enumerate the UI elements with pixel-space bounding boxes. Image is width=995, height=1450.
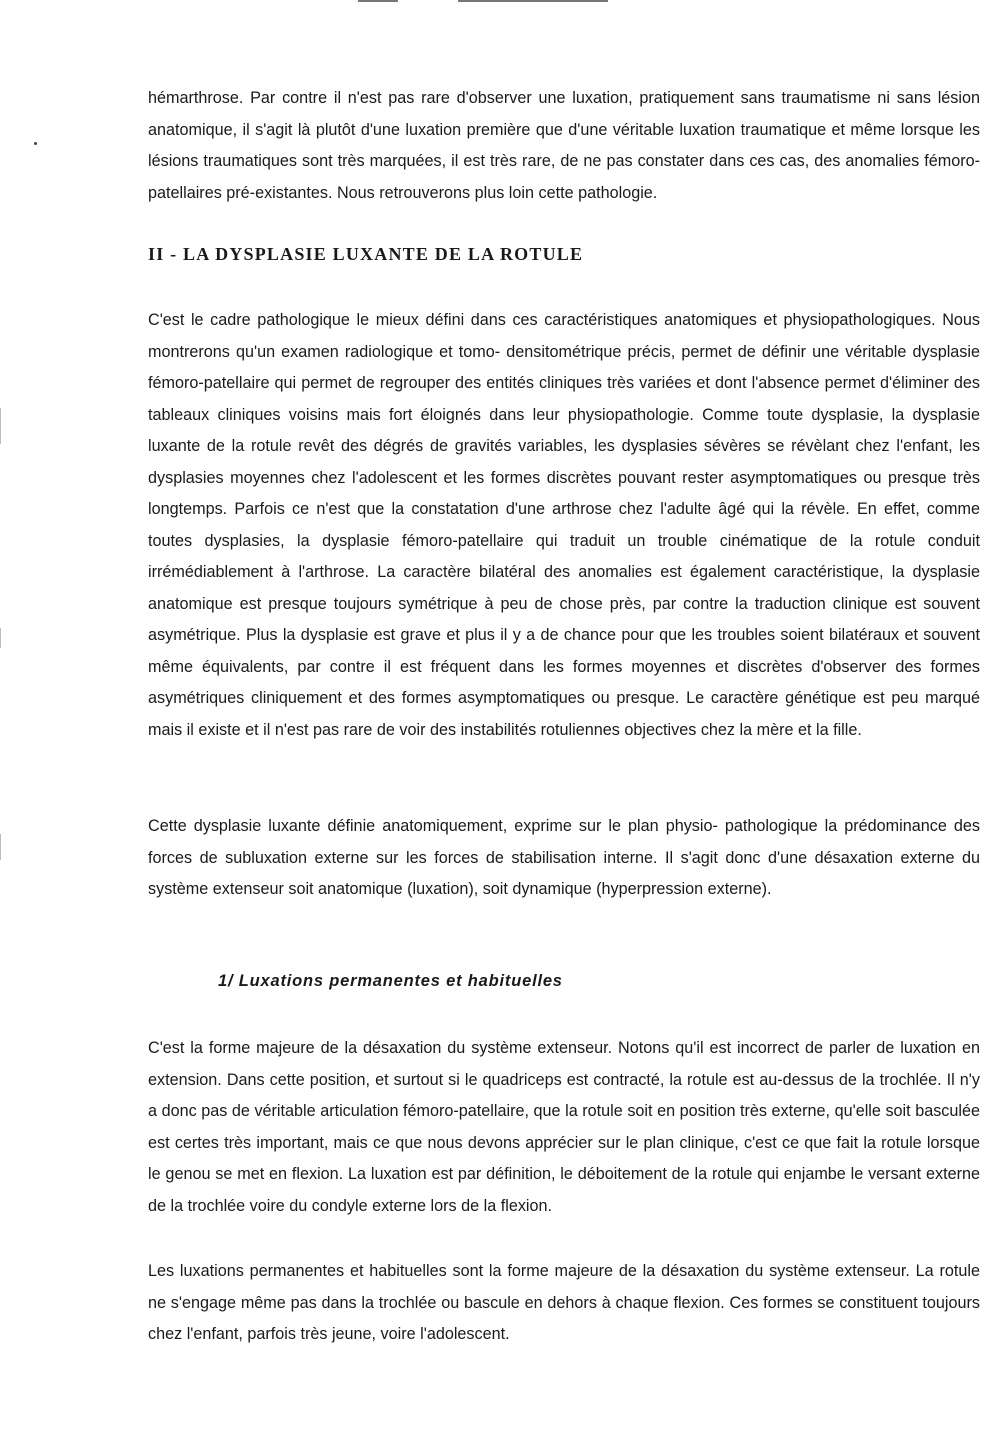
scan-artifact-top-right	[458, 0, 608, 2]
paragraph-dysplasia-overview: C'est le cadre pathologique le mieux défini dans ces caractéristiques anatomiques et physiopathologiques. Nous montrerons qu'un examen radiologique et tomo- densitométrique précis, permet de définir une véritable dysplasie fémoro-patellaire qui permet de regrouper des entités cliniques très variées et dont l'absence permet d'éliminer des tableaux cliniques voisins mais fort éloignés dans leur physiopathologie. Comme toute dysplasie, la dysplasie luxante de la rotule revêt des dégrés de gravités variables, les dysplasies sévères se révèlant chez l'enfant, les dysplasies moyennes chez l'adolescent et les formes discrètes pouvant rester asymptomatiques ou presque très longtemps. Parfois ce n'est que la constatation d'une arthrose chez l'adulte âgé qui la révèle. En effet, comme toutes dysplasies, la dysplasie fémoro-patellaire qui traduit un trouble cinématique de la rotule conduit irrémédiablement à l'arthrose. La caractère bilatéral des anomalies est également caractéristique, la dysplasie anatomique est presque toujours symétrique à peu de chose près, par contre la traduction clinique est souvent asymétrique. Plus la dysplasie est grave et plus il y a de chance pour que les troubles soient bilatéraux et souvent même équivalents, par contre il est fréquent dans les formes moyennes et discrètes d'observer des formes asymétriques cliniquement et des formes asymptomatiques ou presque. Le caractère génétique est peu marqué mais il existe et il n'est pas rare de voir des instabilités rotuliennes objectives chez la mère et la fille.	[148, 311, 980, 739]
paragraph-permanent-luxations: C'est la forme majeure de la désaxation du système extenseur. Notons qu'il est incorrect de parler de luxation en extension. Dans cette position, et surtout si le quadriceps est contracté, la rotule est au-dessus de la trochlée. Il n'y a donc pas de véritable articulation fémoro-patellaire, que la rotule soit en position très externe, qu'elle soit basculée est certes très important, mais ce que nous devons apprécier sur le plan clinique, c'est ce que fait la rotule lorsque le genou se met en flexion. La luxation est par définition, le déboitement de la rotule qui enjambe le versant externe de la trochlée voire du condyle externe lors de la flexion.	[148, 1039, 980, 1215]
scan-artifact-top-left	[358, 0, 398, 2]
scan-artifact-dot	[34, 142, 37, 145]
paragraph-external-desaxation: Cette dysplasie luxante définie anatomiquement, exprime sur le plan physio- pathologique la prédominance des forces de subluxation externe sur les forces de stabilisation interne. Il s'agit donc d'une désaxation externe du système extenseur soit anatomique (luxation), soit dynamique (hyperpression externe).	[148, 817, 980, 898]
paragraph-intro-continuation: hémarthrose. Par contre il n'est pas rare d'observer une luxation, pratiquement sans traumatisme ni sans lésion anatomique, il s'agit là plutôt d'une luxation première que d'une véritable luxation traumatique et même lorsque les lésions traumatiques sont très marquées, il est très rare, de ne pas constater dans ces cas, des anomalies fémoro-patellaires pré-existantes. Nous retrouverons plus loin cette pathologie.	[148, 89, 980, 202]
section-heading: II - LA DYSPLASIE LUXANTE DE LA ROTULE	[148, 244, 584, 264]
paragraph-habitual-luxations: Les luxations permanentes et habituelles sont la forme majeure de la désaxation du système extenseur. La rotule ne s'engage même pas dans la trochlée ou bascule en dehors à chaque flexion. Ces formes se constituent toujours chez l'enfant, parfois très jeune, voire l'adolescent.	[148, 1262, 980, 1343]
subsection-heading: 1/ Luxations permanentes et habituelles	[218, 972, 563, 990]
scan-edge-mark-lower	[0, 834, 1, 860]
scan-edge-mark-middle	[0, 628, 1, 648]
scan-edge-mark-upper	[0, 408, 1, 444]
